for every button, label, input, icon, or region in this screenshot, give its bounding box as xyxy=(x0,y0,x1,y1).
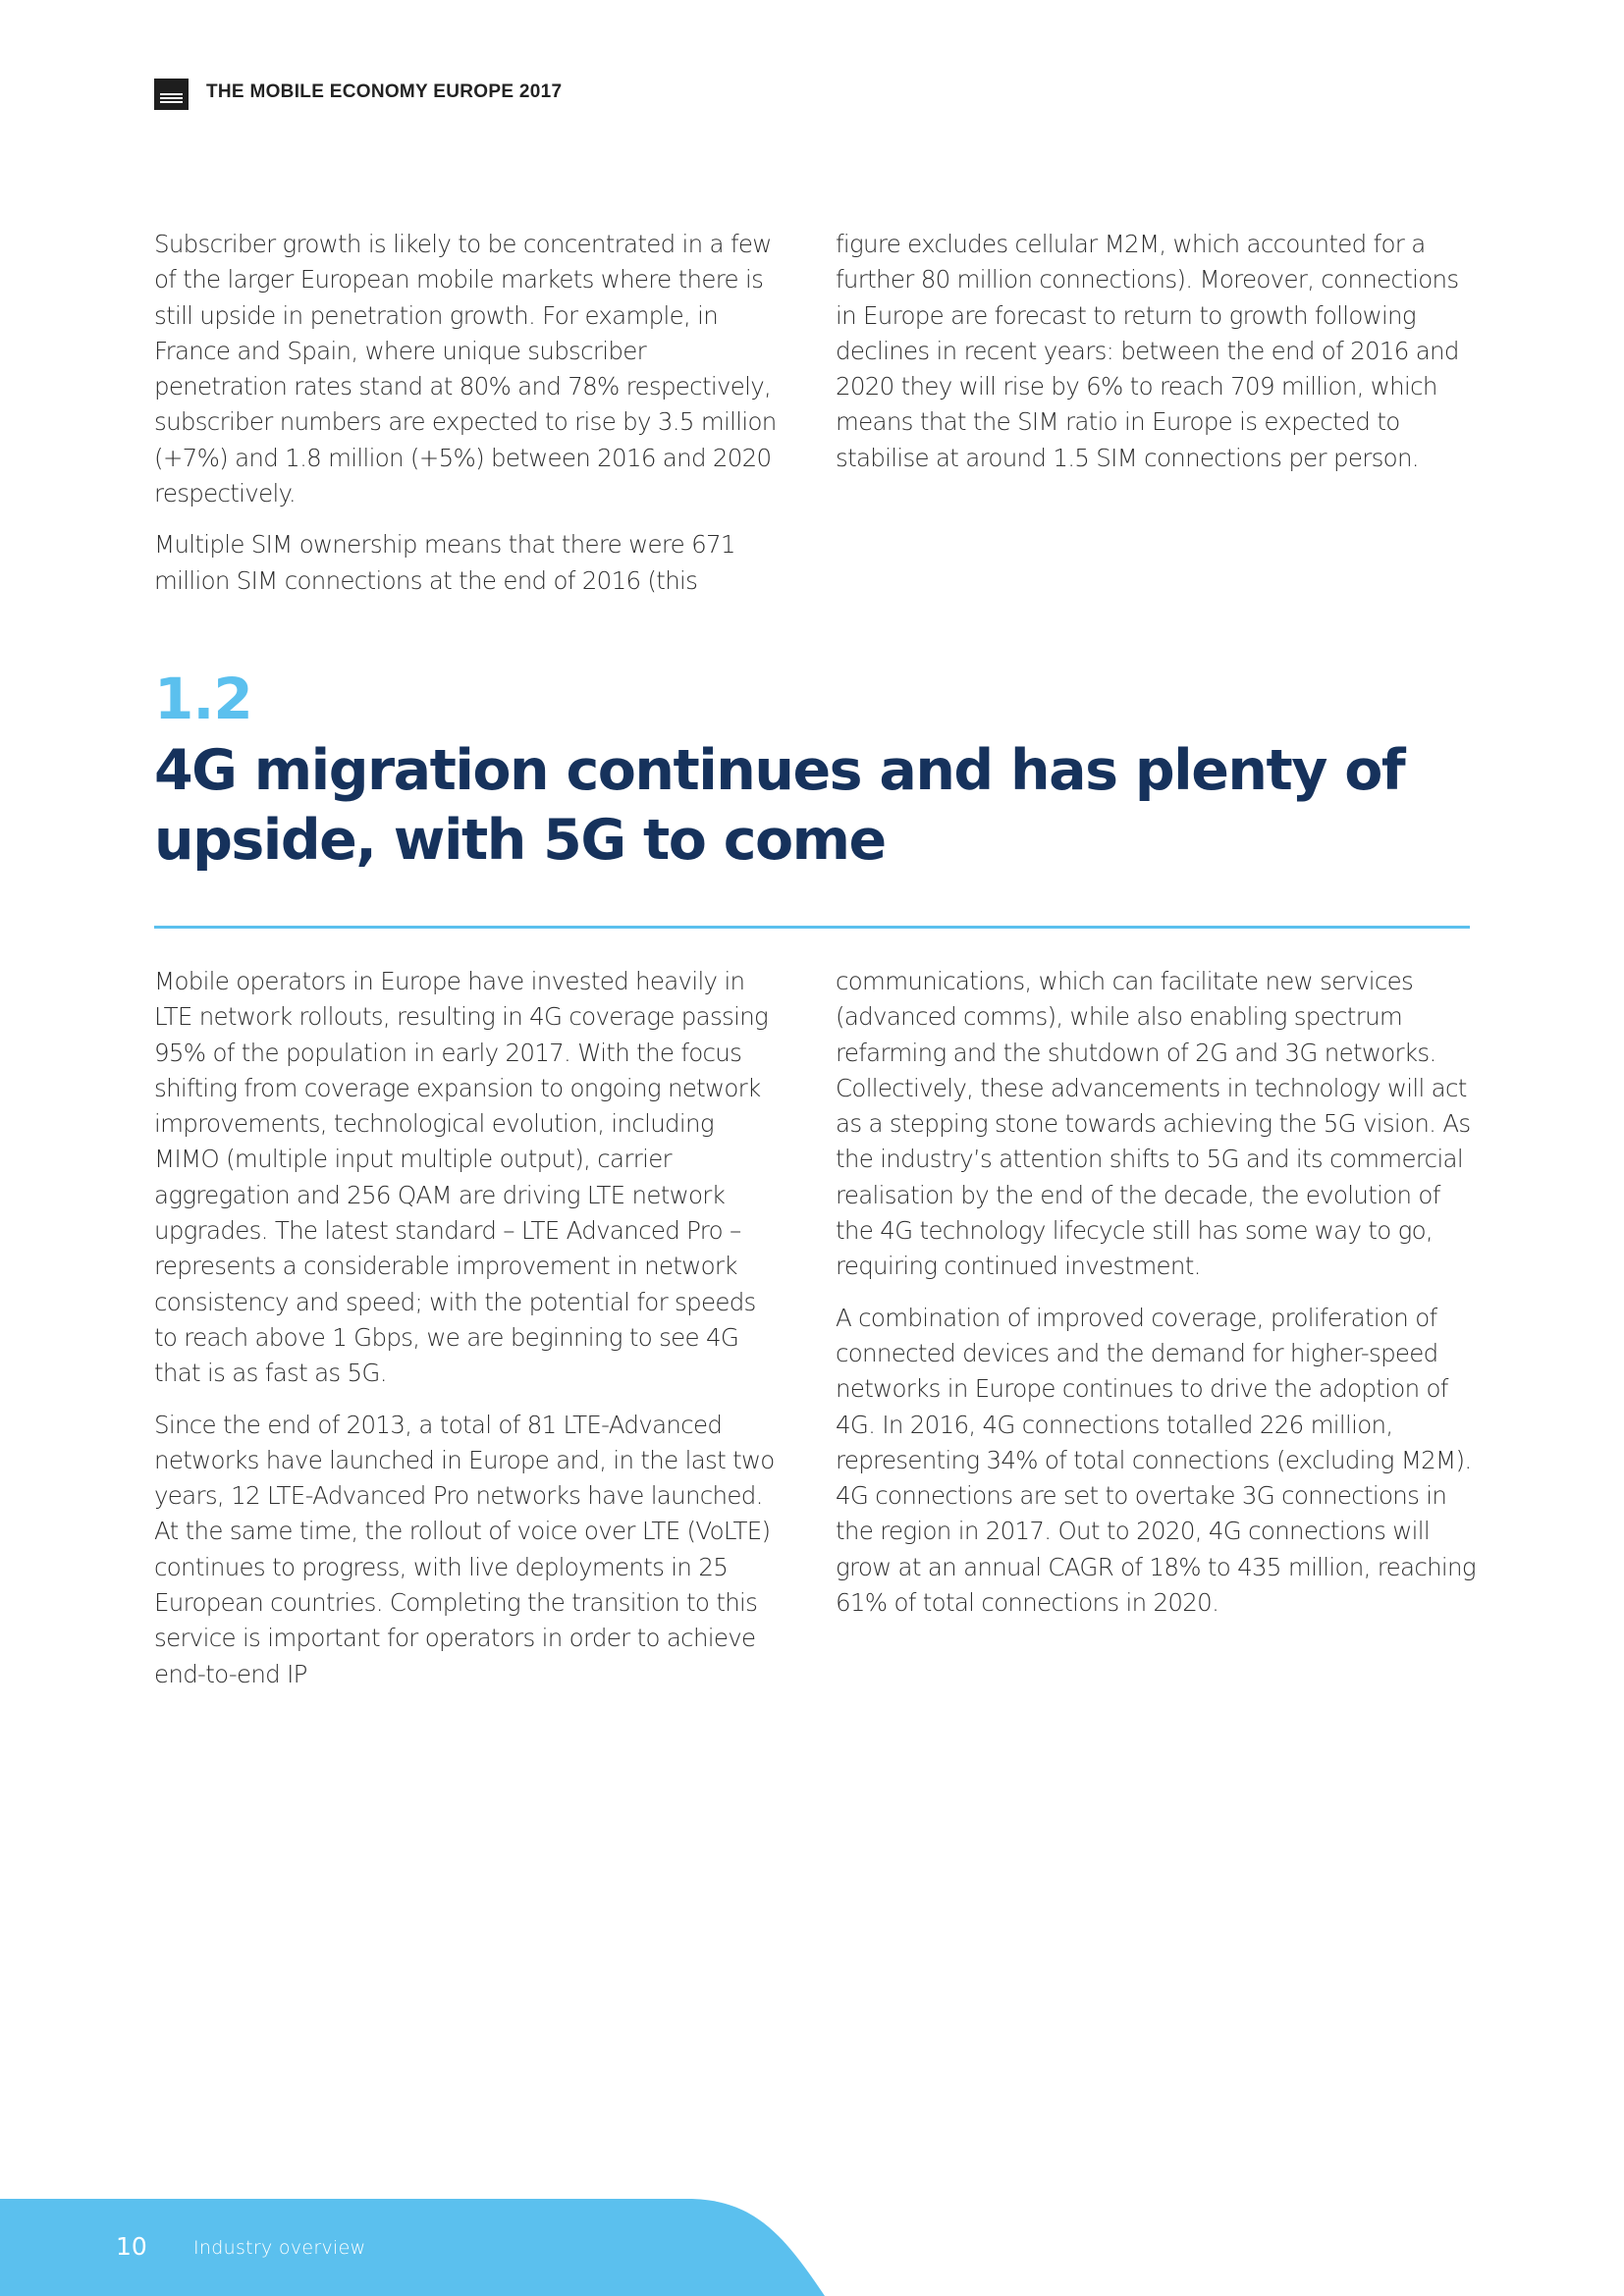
page-number: 10 xyxy=(116,2232,147,2261)
body-right-column xyxy=(836,964,1484,1636)
paragraph: Multiple SIM ownership means that there were 671 million SIM connections at the end of 2016 (this xyxy=(154,530,735,595)
paragraph: figure excludes cellular M2M, which accounted for a further 80 million connections). Moreover, connections in Europe are forecast to return to growth following declines in recent years: between the end of 2016 and 2020 they will rise by 6% to reach 709 million, which means that the SIM ratio in Europe is expected to stabilise at around 1.5 SIM connections per person. xyxy=(836,230,1459,472)
paragraph: A combination of improved coverage, proliferation of connected devices and the demand for higher-speed networks in Europe continues to drive the adoption of 4G. In 2016, 4G connections totalled 226 million, representing 34% of total connections (excluding M2M). 4G connections are set to overtake 3G connections in the region in 2017. Out to 2020, 4G connections will grow at an annual CAGR of 18% to 435 million, reaching 61% of total connections in 2020. xyxy=(836,1303,1476,1618)
section-title: 4G migration continues and has plenty of upside, with 5G to come xyxy=(154,738,1405,873)
footer-section-name: Industry overview xyxy=(193,2237,366,2259)
gsma-logo-icon xyxy=(154,79,189,110)
body-left-column xyxy=(154,964,785,1708)
paragraph: Since the end of 2013, a total of 81 LTE-Advanced networks have launched in Europe and, in the last two years, 12 LTE-Advanced Pro networks have launched. At the same time, the rollout of voice over LTE (VoLTE) continues to progress, with live deployments in 25 European countries. Completing the transition to this service is important for operators in order to achieve end-to-end IP xyxy=(154,1410,775,1688)
document-title: THE MOBILE ECONOMY EUROPE 2017 xyxy=(206,81,563,102)
section-divider xyxy=(154,926,1470,929)
intro-left-column xyxy=(154,227,785,614)
paragraph: communications, which can facilitate new services (advanced comms), while also enabling spectrum refarming and the shutdown of 2G and 3G networks. Collectively, these advancements in technology will act as a stepping stone towards achieving the 5G vision. As the industry’s attention shifts to 5G and its commercial realisation by the end of the decade, the evolution of the 4G technology lifecycle still has some way to go, requiring continued investment. xyxy=(836,967,1471,1281)
paragraph: Subscriber growth is likely to be concentrated in a few of the larger European mobile markets where there is still upside in penetration growth. For example, in France and Spain, where unique subscriber penetration rates stand at 80% and 78% respectively, subscriber numbers are expected to rise by 3.5 million (+7%) and 1.8 million (+5%) between 2016 and 2020 respectively. xyxy=(154,230,777,508)
section-number: 1.2 xyxy=(154,666,252,732)
intro-right-column xyxy=(836,227,1484,492)
paragraph: Mobile operators in Europe have invested heavily in LTE network rollouts, resulting in 4G coverage passing 95% of the population in early 2017. With the focus shifting from coverage expansion to ongoing network improvements, technological evolution, including MIMO (multiple input multiple output), carrier aggregation and 256 QAM are driving LTE network upgrades. The latest standard – LTE Advanced Pro – represents a considerable improvement in network consistency and speed; with the potential for speeds to reach above 1 Gbps, we are beginning to see 4G that is as fast as 5G. xyxy=(154,967,769,1388)
